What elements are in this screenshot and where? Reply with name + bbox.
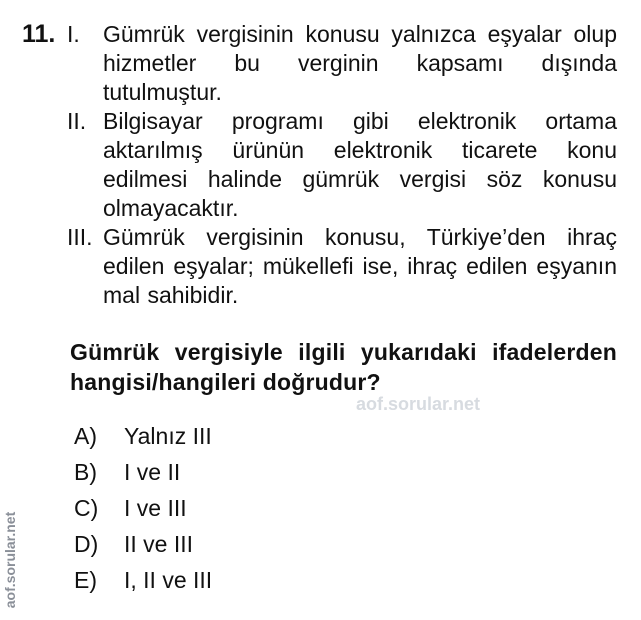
option-e-letter: E) bbox=[74, 567, 97, 593]
option-c-letter: C) bbox=[74, 495, 99, 521]
option-d-letter: D) bbox=[74, 531, 99, 557]
statement-3-text: Gümrük vergisinin konusu, Türkiye’den ihraç edilen eşyalar; mükellefi ise, ihraç edilen eşyanın mal sahibidir. bbox=[103, 224, 617, 308]
watermark-side: aof.sorular.net bbox=[2, 511, 18, 609]
option-a-text: Yalnız III bbox=[124, 423, 212, 449]
statement-1-text: Gümrük vergisinin konusu yalnızca eşyalar olup hizmetler bu verginin kapsamı dışında tutulmuştur. bbox=[103, 21, 617, 105]
option-b-text: I ve II bbox=[124, 459, 181, 485]
statement-1-numeral: I. bbox=[67, 21, 80, 47]
question-number: 11. bbox=[22, 20, 56, 48]
watermark-inline: aof.sorular.net bbox=[356, 394, 481, 414]
statement-2-numeral: II. bbox=[67, 108, 87, 134]
statement-2 bbox=[67, 107, 617, 223]
statement-2-text: Bilgisayar programı gibi elektronik ortama aktarılmış ürünün elektronik ticarete konu edilmesi halinde gümrük vergisi söz konusu olmayacaktır. bbox=[103, 108, 617, 221]
statement-3 bbox=[67, 223, 617, 310]
option-b-letter: B) bbox=[74, 459, 97, 485]
question-prompt: Gümrük vergisiyle ilgili yukarıdaki ifadelerden hangisi/hangileri doğrudur? bbox=[70, 339, 617, 395]
statement-1 bbox=[67, 20, 617, 107]
option-c-text: I ve III bbox=[124, 495, 187, 521]
option-e-text: I, II ve III bbox=[124, 567, 213, 593]
statement-3-numeral: III. bbox=[67, 224, 93, 250]
option-d-text: II ve III bbox=[124, 531, 194, 557]
option-a-letter: A) bbox=[74, 423, 97, 449]
